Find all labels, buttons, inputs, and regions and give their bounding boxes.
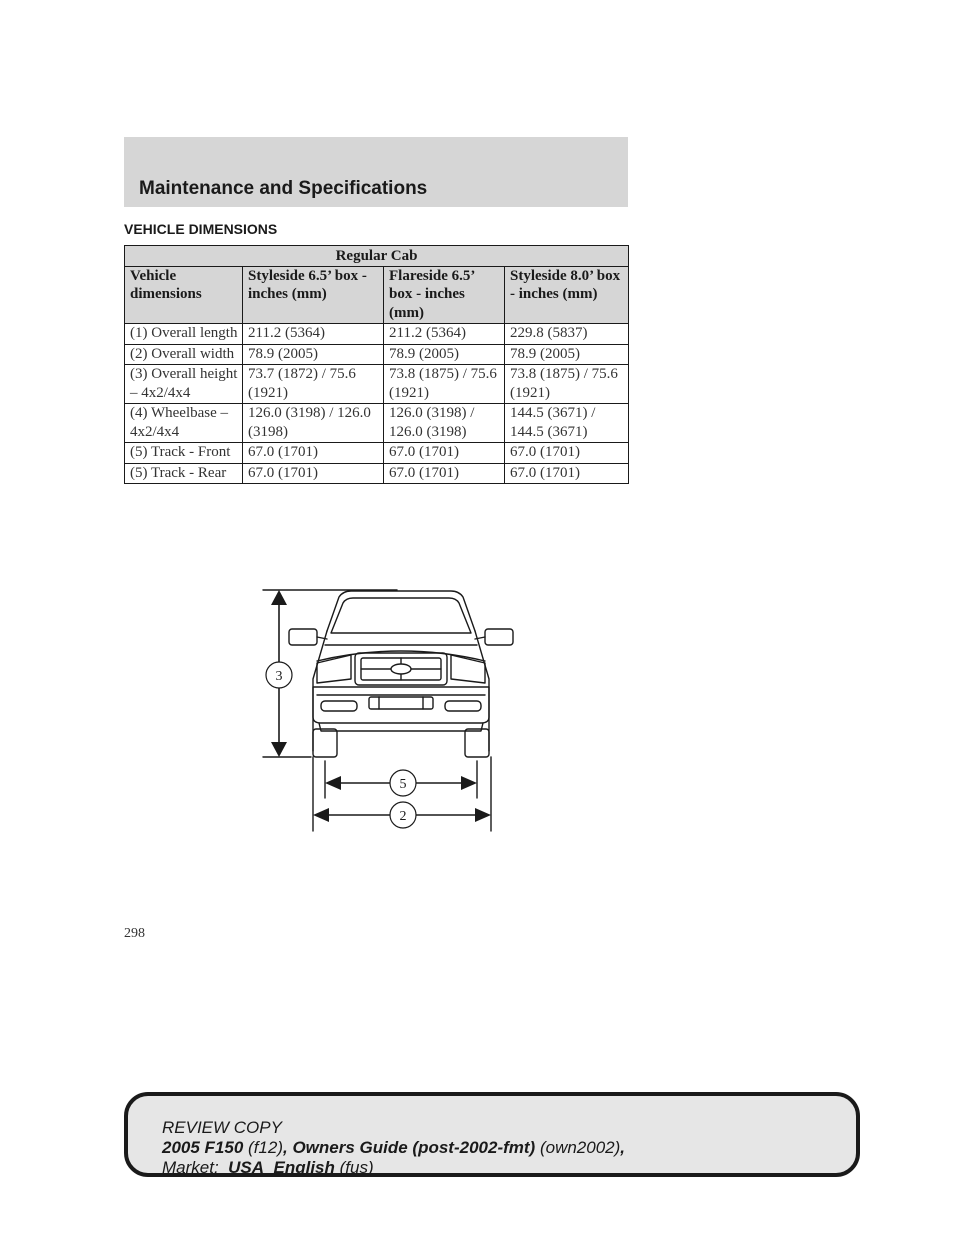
width-arrow-right — [475, 808, 491, 822]
review-copy-text — [162, 1118, 625, 1178]
table-row — [125, 404, 629, 443]
guide-code: (own2002) — [539, 1138, 621, 1157]
review-copy-market-line — [162, 1158, 625, 1178]
guide-name: Owners Guide (post-2002-fmt) — [292, 1138, 536, 1157]
table-cell: 78.9 (2005) — [384, 344, 505, 365]
review-copy-model-line — [162, 1138, 625, 1158]
table-cell: (3) Overall height – 4x2/4x4 — [125, 365, 243, 404]
table-cell: 229.8 (5837) — [505, 324, 629, 345]
table-header-row — [125, 266, 629, 324]
table-row — [125, 443, 629, 464]
callout-label: 5 — [399, 777, 407, 792]
height-arrow-top — [271, 590, 287, 605]
column-header: Vehicle dimensions — [125, 266, 243, 324]
table-row — [125, 344, 629, 365]
review-copy-label: REVIEW COPY — [162, 1118, 282, 1137]
table-cell: 144.5 (3671) / 144.5 (3671) — [505, 404, 629, 443]
table-cell: (4) Wheelbase – 4x2/4x4 — [125, 404, 243, 443]
table-cell: 211.2 (5364) — [384, 324, 505, 345]
market-code: (fus) — [339, 1158, 374, 1177]
table-cell: 73.7 (1872) / 75.6 (1921) — [243, 365, 384, 404]
table-cell: 211.2 (5364) — [243, 324, 384, 345]
callout-width — [390, 802, 416, 828]
table-row — [125, 365, 629, 404]
table-cell: 67.0 (1701) — [243, 463, 384, 484]
table-cell: 78.9 (2005) — [505, 344, 629, 365]
table-cell: (5) Track - Rear — [125, 463, 243, 484]
table-cell: 126.0 (3198) / 126.0 (3198) — [243, 404, 384, 443]
subsection-title: VEHICLE DIMENSIONS — [124, 221, 278, 237]
table-cell: 67.0 (1701) — [243, 443, 384, 464]
table-cell: 126.0 (3198) / 126.0 (3198) — [384, 404, 505, 443]
truck-front-view-diagram — [255, 583, 525, 833]
table-row — [125, 324, 629, 345]
table-cell: 67.0 (1701) — [384, 463, 505, 484]
page-number: 298 — [124, 926, 145, 941]
separator: , — [283, 1138, 293, 1157]
callout-track — [390, 770, 416, 796]
table-cell: 67.0 (1701) — [505, 443, 629, 464]
column-header: Styleside 8.0’ box - inches (mm) — [505, 266, 629, 324]
height-arrow-bottom — [271, 742, 287, 757]
market-label: Market: — [162, 1158, 219, 1177]
callout-height — [266, 662, 292, 688]
model-code: (f12) — [248, 1138, 283, 1157]
width-arrow-left — [313, 808, 329, 822]
callout-label: 3 — [275, 669, 283, 684]
table-row — [125, 463, 629, 484]
separator: , — [620, 1138, 626, 1157]
vehicle-dimensions-table — [124, 245, 629, 484]
track-arrow-right — [461, 776, 477, 790]
column-header: Styleside 6.5’ box - inches (mm) — [243, 266, 384, 324]
table-cell: (5) Track - Front — [125, 443, 243, 464]
section-title: Maintenance and Specifications — [139, 178, 428, 199]
market-name: USA_English — [228, 1158, 335, 1177]
track-arrow-left — [325, 776, 341, 790]
column-header: Flareside 6.5’ box - inches (mm) — [384, 266, 505, 324]
table-group-header: Regular Cab — [125, 246, 629, 267]
table-cell: 73.8 (1875) / 75.6 (1921) — [384, 365, 505, 404]
table-group-header-row — [125, 246, 629, 267]
table-cell: 67.0 (1701) — [384, 443, 505, 464]
callout-label: 2 — [399, 809, 407, 824]
table-cell: 78.9 (2005) — [243, 344, 384, 365]
table-cell: 67.0 (1701) — [505, 463, 629, 484]
table-cell: 73.8 (1875) / 75.6 (1921) — [505, 365, 629, 404]
table-cell: (2) Overall width — [125, 344, 243, 365]
model-name: 2005 F150 — [162, 1138, 244, 1157]
table-cell: (1) Overall length — [125, 324, 243, 345]
